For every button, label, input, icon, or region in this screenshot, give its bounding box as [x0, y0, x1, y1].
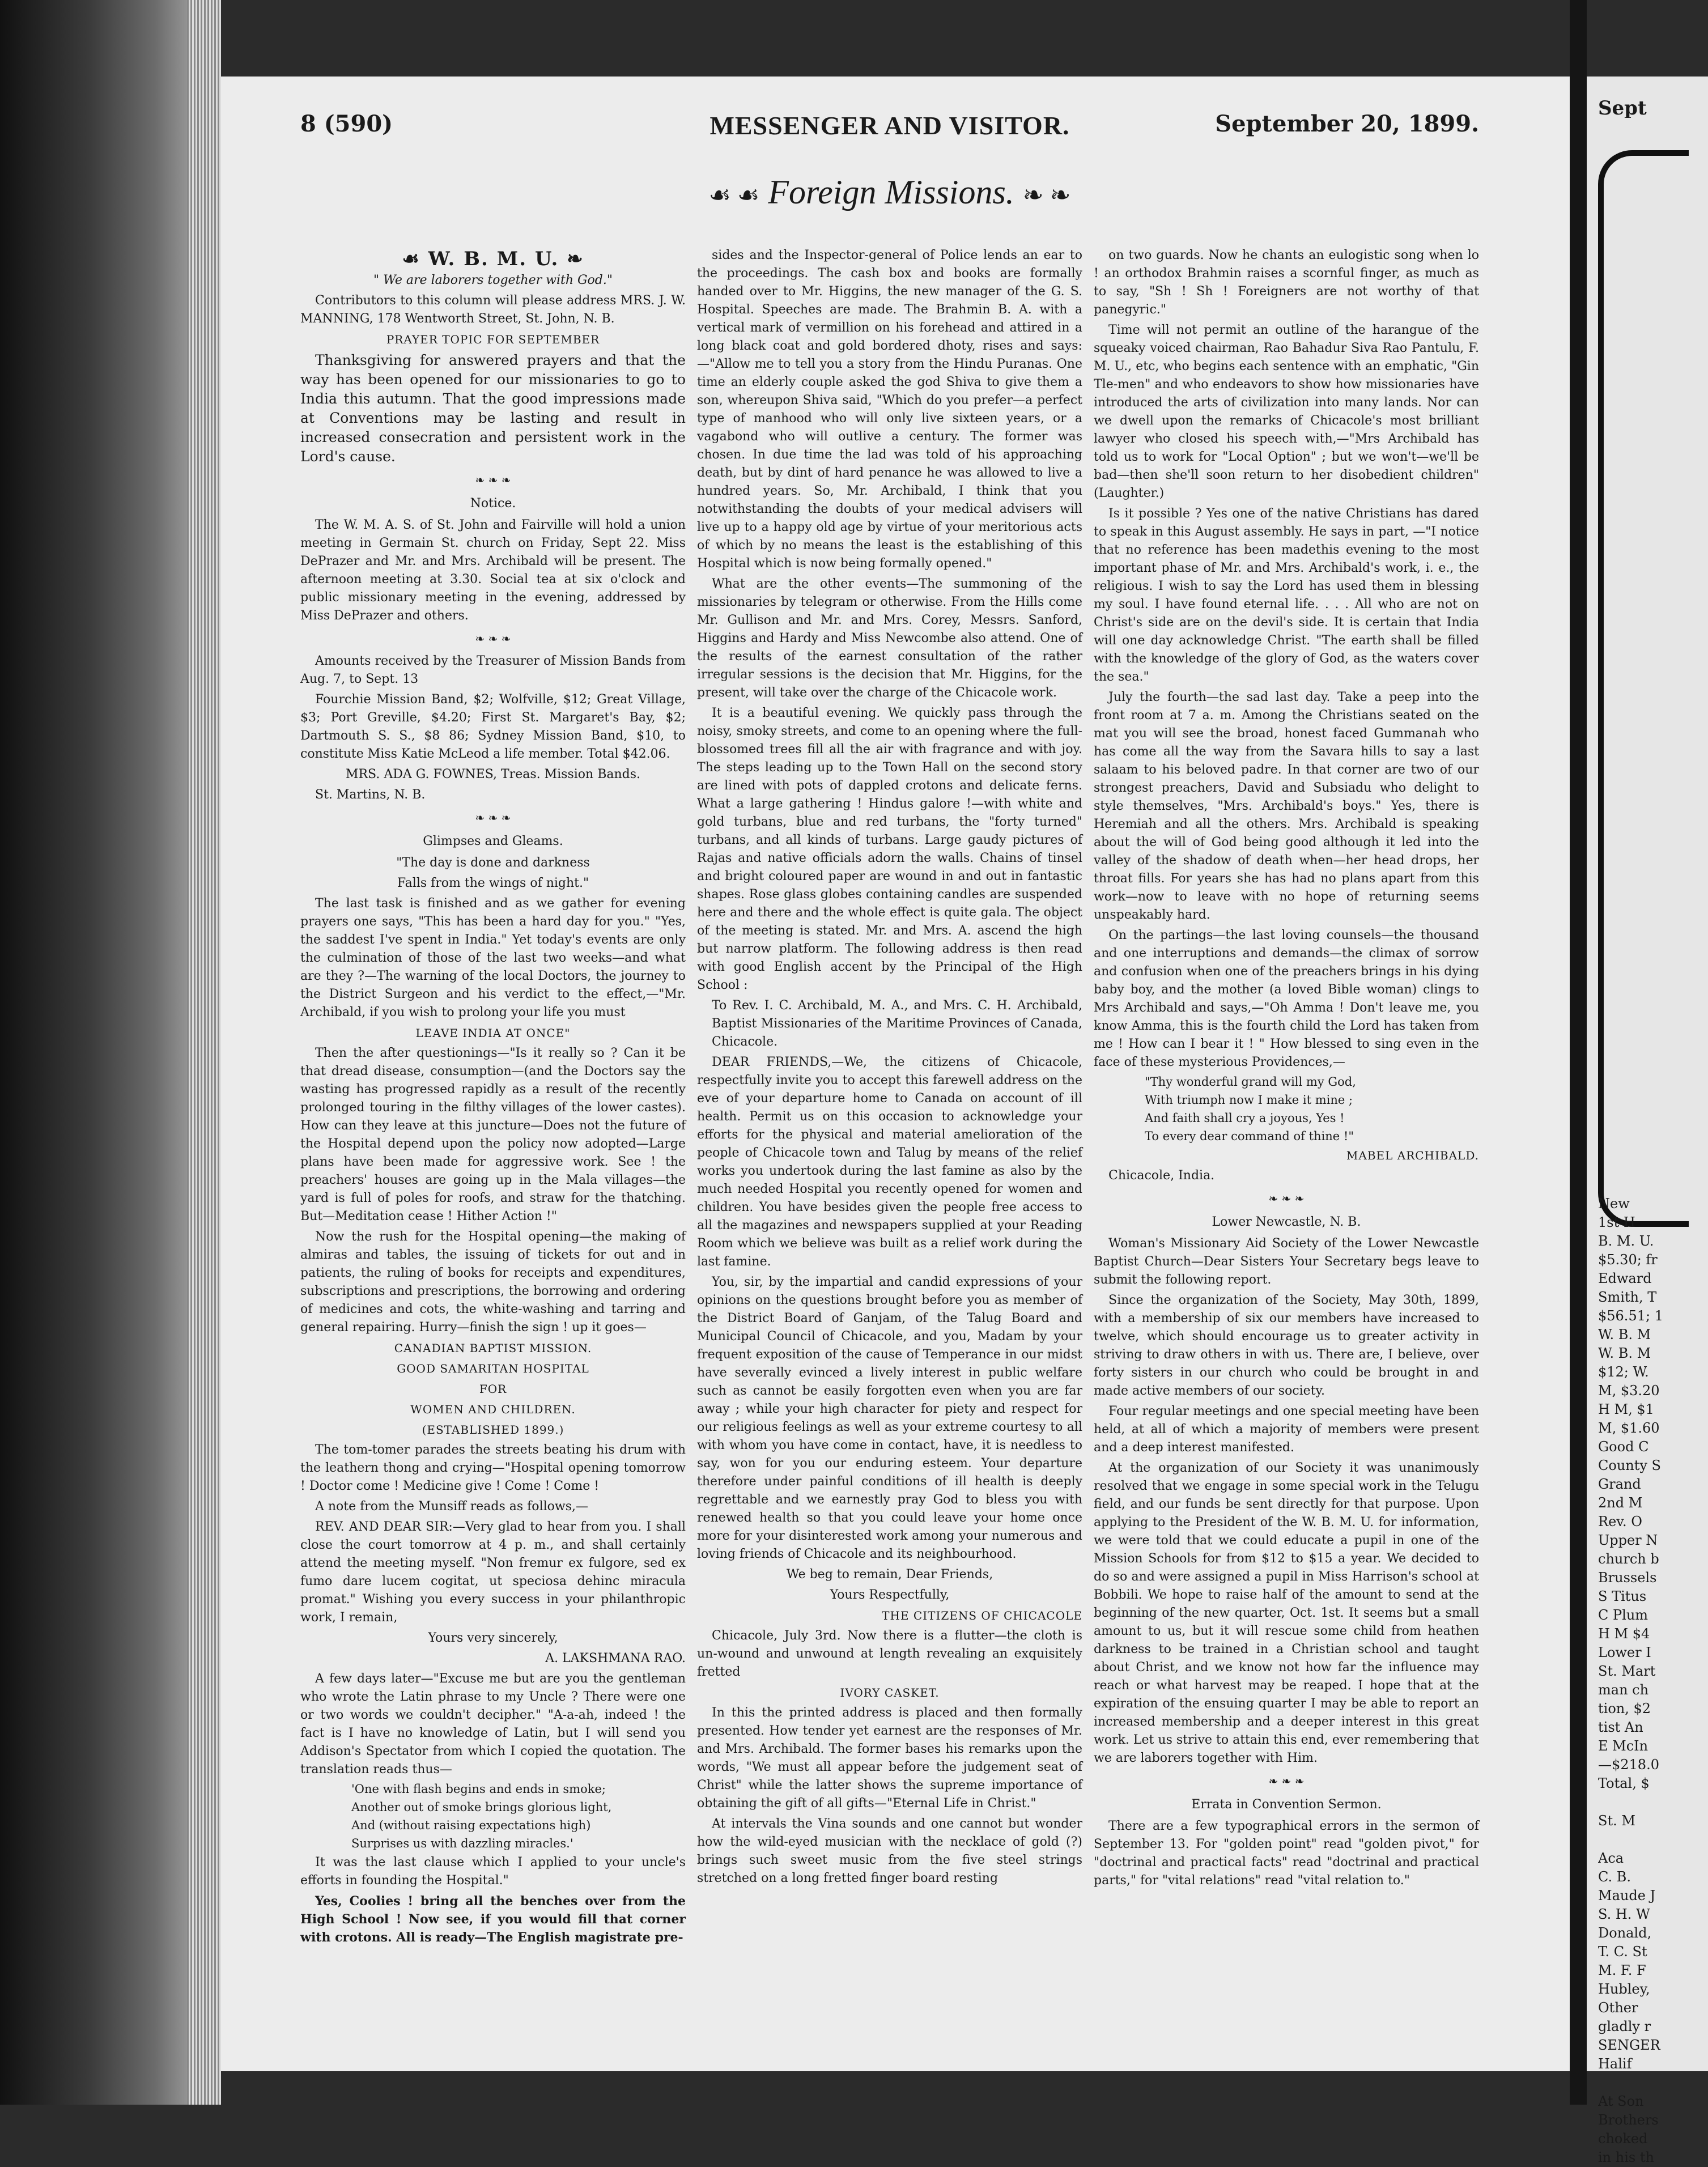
wbmu-motto: " We are laborers together with God." [373, 273, 613, 287]
adjacent-page-line: C. B. [1598, 1869, 1631, 1885]
adjacent-page-line: County S [1598, 1458, 1661, 1473]
article-paragraph: It is a beautiful evening. We quickly pass through the noisy, smoky streets, and come to an opening where the full-blossomed trees fill all the air with fragrance and with joy. The steps leading up to the Town Hall on the second story are lined with pots of dappled crotons and delicate ferns. What a large gathering ! Hindus galore !—with white and gold turbans, blue and red turbans, the "forty turned" turbans, and all kinds of turbans. Large gaudy pictures of Rajas and native officials adorn the walls. Chains of tinsel and bright coloured paper are wound in and out in fantastic shapes. Rose glass globes containing candles are suspended here and there and the whole effect is quite gala. The object of the meeting is stated. Mr. and Mrs. A. ascend the high but narrow platform. The following address is then read with good English accent by the Principal of the High School : [697, 706, 1082, 992]
column-2 [697, 247, 1082, 1890]
adjacent-page-line: E McIn [1598, 1738, 1648, 1754]
hymn-line: To every dear command of thine !" [1145, 1129, 1354, 1143]
hymn-line: With triumph now I make it mine ; [1145, 1093, 1353, 1107]
article-paragraph: Time will not permit an outline of the harangue of the squeaky voiced chairman, Rao Bahadur Siva Rao Pantulu, F. M. U., etc, who begins each sentence with an emphatic, "Gin Tle-men" and who endeavors to show how missionaries have introduced the arts of civilization into many lands. Nor can we dwell upon the remarks of Chicacole's most brilliant lawyer who closed his speech with,—"Mrs Archibald has told us to work for "Local Option" ; but we won't—we'll be bad—then she'll soon return to her disobedient children" (Laughter.) [1094, 323, 1479, 500]
glimpses-paragraph: A note from the Munsiff reads as follows,— [315, 1499, 588, 1514]
report-paragraph: Four regular meetings and one special meeting have been held, at all of which a majority of members were present and a deep interest manifested. [1094, 1404, 1479, 1455]
ornament-divider-icon: ❧ ❧ ❧ [1268, 1774, 1305, 1788]
adjacent-page-line: Hubley, [1598, 1981, 1650, 1997]
ornament-divider-icon: ❧ ❧ ❧ [475, 632, 511, 645]
verse-line: And (without raising expectations high) [351, 1818, 591, 1832]
hospital-sign-line: FOR [479, 1382, 507, 1396]
article-paragraph: On the partings—the last loving counsels—the thousand and one interruptions and demands—the climax of sorrow and confusion when one of the preachers brings in his dying baby boy, and the mother (a loved Bible woman) clings to Mrs Archibald and says,—"Oh Amma ! Don't leave me, you know Amma, this is the fourth child the Lord has taken from me ! How can I bear it ! " How blessed to sing even in the face of these mysterious Providences,— [1094, 928, 1479, 1069]
hospital-sign-line: GOOD SAMARITAN HOSPITAL [397, 1362, 589, 1375]
adjacent-page-line: Upper N [1598, 1532, 1658, 1548]
address-closing: We beg to remain, Dear Friends, [786, 1567, 993, 1582]
adjacent-page-line: tion, $2 [1598, 1701, 1651, 1716]
article-paragraph: In this the printed address is placed and then formally presented. How tender yet earnest are the responses of Mr. and Mrs. Archibald. The former bases his remarks upon the words, "We must all appear before the judgement seat of Christ" while the latter shows the supreme importance of obtaining the gift of all gifts—"Eternal Life in Christ." [697, 1706, 1082, 1811]
adjacent-page-line: M, $1.60 [1598, 1420, 1660, 1436]
adjacent-page-line: gladly r [1598, 2019, 1651, 2034]
paper-title: MESSENGER AND VISITOR. [709, 111, 1070, 140]
prayer-topic-heading: PRAYER TOPIC FOR SEPTEMBER [386, 333, 600, 346]
adjacent-page-line: S. H. W [1598, 1906, 1650, 1922]
adjacent-page-text [1598, 99, 1706, 2167]
glimpses-heading: Glimpses and Gleams. [423, 834, 563, 848]
ornament-right-icon: ❧ ❧ [1022, 181, 1071, 209]
adjacent-page-line [1598, 1830, 1706, 1849]
adjacent-page-line: $12; W. [1598, 1364, 1649, 1380]
treasurer-signature: MRS. ADA G. FOWNES, Treas. Mission Bands. [345, 767, 641, 781]
adjacent-page-line: W. B. M [1598, 1327, 1651, 1342]
adjacent-page-line: Rev. O [1598, 1514, 1642, 1529]
glimpses-paragraph: The last task is finished and as we gather for evening prayers one says, "This has been a hard day for you." "Yes, the saddest I've spent in India." Yet today's events are only the culmination of those of the last two weeks—and what are they ?—The warning of the local Doctors, the journey to the District Surgeon and his verdict to the effect,—"Mr. Archibald, if you wish to prolong your life you must [300, 896, 686, 1019]
adjacent-page-line: Brothers [1598, 2112, 1659, 2128]
glimpses-paragraph: Now the rush for the Hospital opening—the making of almiras and tables, the issuing of tickets for out and in patients, the ruling of books for receipts and expenditures, subscriptions and prescriptions, the borrowing and ordering of medicines and cots, the white-washing and tarring and general repairing. Hurry—finish the sign ! up it goes— [300, 1230, 686, 1335]
errata-heading: Errata in Convention Sermon. [1191, 1798, 1382, 1812]
ornament-divider-icon: ❧ ❧ ❧ [475, 473, 511, 487]
verse-line: 'One with flash begins and ends in smoke; [351, 1782, 606, 1796]
address-paragraph: DEAR FRIENDS,—We, the citizens of Chicacole, respectfully invite you to accept this farewell address on the eve of your departure home to Canada on account of ill health. Permit us on this occasion to acknowledge your efforts for the physical and material amelioration of the people of Chicacole town and Talug by means of the relief works you undertook during the last famine as also by the much needed Hospital you recently opened for women and children. You have besides given the people free access to all the magazines and newspapers supplied at your Reading Room which we believe was built as a relief work during the last famine. [697, 1055, 1082, 1269]
article-paragraph: on two guards. Now he chants an eulogistic song when lo ! an orthodox Brahmin raises a scornful finger, as much as to say, "Sh ! Sh ! Foreigners are not worthy of that panegyric." [1094, 248, 1479, 317]
adjacent-page-line: M, $3.20 [1598, 1383, 1660, 1399]
adjacent-page-line: church b [1598, 1551, 1659, 1567]
address-closing: Yours Respectfully, [830, 1588, 950, 1602]
contributors-note: Contributors to this column will please address MRS. J. W. MANNING, 178 Wentworth Street, St. John, N. B. [300, 294, 686, 326]
adjacent-page-line: Other [1598, 2000, 1638, 2016]
adjacent-page-line: W. B. M [1598, 1345, 1651, 1361]
column-3 [1094, 247, 1479, 1892]
notice-text: The W. M. A. S. of St. John and Fairville will hold a union meeting in Germain St. church on Friday, Sept 22. Miss DePrazer and Mr. and Mrs. Archibald will be present. The afternoon meeting at 3.30. Social tea at six o'clock and public missionary meeting in the evening, addressed by Miss DePrazer and others. [300, 518, 686, 623]
adjacent-page-line: C Plum [1598, 1607, 1648, 1623]
amounts-intro: Amounts received by the Treasurer of Mission Bands from Aug. 7, to Sept. 13 [300, 654, 686, 686]
adjacent-page-line: Donald, [1598, 1925, 1652, 1941]
glimpses-paragraph: Yes, Coolies ! bring all the benches over from the High School ! Now see, if you would fill that corner with crotons. All is ready—The English magistrate pre- [300, 1894, 686, 1945]
adjacent-page-line: Good C [1598, 1439, 1649, 1455]
adjacent-page-line: St. M [1598, 1813, 1635, 1829]
wbmu-heading: ☙ W. B. M. U. ❧ [402, 248, 584, 270]
address-signature: THE CITIZENS OF CHICACOLE [882, 1609, 1082, 1622]
address-paragraph: You, sir, by the impartial and candid expressions of your opinions on the questions brought before you as member of the District Board of Ganjam, of the Talug Board and Municipal Council of Chicacole, and you, Madam by your frequent exposition of the cause of Temperance in our midst have severally evinced a lively interest in public welfare such as cannot be easily forgotten even when you are far away ; while your high character for piety and respect for our religious feelings as well as your extreme courtesy to all with whom you have come in contact, have, it is needless to say, won for you our enduring esteem. Your departure therefore under painful conditions of ill health is deeply regrettable and we earnestly pray God to bless you with renewed health so that you could leave your home once more for your disinterested work among your numerous and loving friends of Chicacole and its neighbourhood. [697, 1275, 1082, 1561]
notice-heading: Notice. [470, 496, 516, 511]
article-paragraph: July the fourth—the sad last day. Take a peep into the front room at 7 a. m. Among the Christians seated on the mat you will see the broad, honest faced Gummanah who has come all the way from the Savara hills to say a last salaam to his beloved padre. In that corner are two of our strongest preachers, David and Subsiadu who delight to style themselves, "Mrs. Archibald's boys." Yes, there is Heremiah and all the others. Mrs. Archibald is speaking about the will of God being good although it led into the valley of the shadow of death when—her head drops, her throat fills. For years she has had no plans apart from this work—now to leave with no hope of returning seems unspeakably hard. [1094, 690, 1479, 922]
hospital-sign-line: CANADIAN BAPTIST MISSION. [394, 1341, 592, 1355]
errata-paragraph: There are a few typographical errors in the sermon of September 13. For "golden point" read "golden pivot," for "doctrinal and practical facts" read "doctrinal and practical parts," for "vital relations" read "vital relation to." [1094, 1819, 1479, 1888]
leave-india-line: LEAVE INDIA AT ONCE" [415, 1026, 571, 1040]
adjacent-page-line: Aca [1598, 1850, 1624, 1866]
glimpses-poem-line: Falls from the wings of night." [397, 876, 589, 890]
ornament-divider-icon: ❧ ❧ ❧ [475, 811, 511, 825]
article-paragraph: At intervals the Vina sounds and one cannot but wonder how the wild-eyed musician with the necklace of gold (?) brings such sweet music from the five steel strings stretched on a long fretted finger board resting [697, 1817, 1082, 1885]
ornament-left-icon: ☙ ☙ [708, 181, 760, 209]
report-paragraph: Since the organization of the Society, May 30th, 1899, with a membership of six our members have increased to twelve, which should encourage us to greater activity in striving to draw others in with us. There are, I believe, over forty sisters in our church who could be brought in and made active members of our society. [1094, 1293, 1479, 1398]
adjacent-page-line: Halif [1598, 2056, 1632, 2072]
letter-signature: A. LAKSHMANA RAO. [545, 1651, 686, 1665]
adjacent-page-line: $5.30; fr [1598, 1252, 1658, 1268]
letter-closing: Yours very sincerely, [428, 1631, 558, 1645]
ornament-divider-icon: ❧ ❧ ❧ [1268, 1192, 1305, 1205]
verse-line: Another out of smoke brings glorious light, [351, 1800, 612, 1814]
letter-paragraph: REV. AND DEAR SIR:—Very glad to hear from you. I shall close the court tomorrow at 4 p. m., and shall certainly attend the meeting myself. "Non fremur ex fulgore, sed ex fumo dare lucem cogitat, ut speciosa dehinc miracula promat." Wishing you every success in your philanthropic work, I remain, [300, 1520, 686, 1625]
adjacent-page-line: New [1598, 1196, 1630, 1212]
adjacent-page-line: Edward [1598, 1271, 1652, 1286]
adjacent-page-line: Total, $ [1598, 1775, 1650, 1791]
adjacent-page-line: —$218.0 [1598, 1757, 1659, 1773]
treasurer-place: St. Martins, N. B. [315, 788, 426, 802]
glimpses-paragraph: Then the after questionings—"Is it really so ? Can it be that dread disease, consumption—(and the Doctors say the wasting has progressed rapidly as a result of the recently prolonged touring in the filthy villages of the lower castes). How can they leave at this juncture—Does not the future of the Hospital depend upon the policy now adopted—Large plans have been made for aggressive work. See ! the preachers' houses are going up in the Mala villages—the yard is full of poles for roofs, and straw for the thatching. But—Meditation cease ! Hither Action !" [300, 1046, 686, 1223]
hymn-line: And faith shall cry a joyous, Yes ! [1145, 1111, 1345, 1125]
book-binding-edge [0, 0, 221, 2105]
adjacent-page-line: 1st H [1598, 1214, 1635, 1230]
adjacent-page-line: H M $4 [1598, 1626, 1650, 1642]
adjacent-page-line: Lower I [1598, 1645, 1651, 1660]
address-salutation: To Rev. I. C. Archibald, M. A., and Mrs. C. H. Archibald, Baptist Missionaries of the Maritime Provinces of Canada, Chicacole. [712, 998, 1082, 1049]
verse-line: Surprises us with dazzling miracles.' [351, 1837, 573, 1850]
adjacent-page-line: Grand [1598, 1476, 1641, 1492]
hospital-sign-line: (ESTABLISHED 1899.) [422, 1423, 564, 1437]
issue-date: September 20, 1899. [1215, 111, 1479, 137]
newspaper-page [221, 77, 1570, 2071]
adjacent-page-line [1598, 1793, 1706, 1812]
ivory-casket-line: IVORY CASKET. [840, 1686, 940, 1699]
page-header [300, 111, 1479, 156]
glimpses-poem-line: "The day is done and darkness [396, 856, 590, 870]
page-folio: 8 (590) [300, 111, 393, 137]
adjacent-page-line: man ch [1598, 1682, 1649, 1698]
hymn-line: "Thy wonderful grand will my God, [1145, 1075, 1356, 1089]
report-paragraph: At the organization of our Society it was unanimously resolved that we engage in some special work in the Telugu field, and our funds be sent directly for that purpose. Upon applying to the President of the W. B. M. U. for information, we were told that we could educate a pupil in one of the Mission Schools for from $12 to $15 a year. We decided to do so and were assigned a pupil in Miss Harrison's school at Bobbili. We hope to raise half of the amount to send at the beginning of the new quarter, Oct. 1st. It seems but a small amount to us, but it will rescue some child from heathen darkness to be trained in a Christian school and taught about Christ, and we know not how far the influence may reach or what harvest may be reaped. I hope that at the expiration of the ensuing quarter I may be able to report an increased membership and a deeper interest in this great work. Let us strive to attain this end, ever remembering that we are laborers together with Him. [1094, 1461, 1479, 1765]
section-title [300, 173, 1479, 212]
adjacent-page-line: H M, $1 [1598, 1401, 1654, 1417]
article-paragraph: Is it possible ? Yes one of the native Christians has dared to speak in this August assembly. He says in part, —"I notice that no reference has been madethis evening to the most important phase of Mr. and Mrs. Archibald's work, i. e., the religious. I wish to say the Lord has used them in blessing my soul. I have found eternal life. . . . All who are not on Christ's side are on the devil's side. It is certain that India will one day acknowledge Christ. "The earth shall be filled with the knowledge of the glory of God, as the waters cover the sea." [1094, 507, 1479, 684]
adjacent-page-line: tist An [1598, 1719, 1643, 1735]
adjacent-page-date: Sept [1598, 99, 1647, 118]
adjacent-page-line: SENGER [1598, 2037, 1660, 2053]
section-title-text: Foreign Missions. [768, 173, 1014, 211]
adjacent-page-line: Maude J [1598, 1888, 1656, 1903]
report-paragraph: Woman's Missionary Aid Society of the Lower Newcastle Baptist Church—Dear Sisters Your Secretary begs leave to submit the following report. [1094, 1237, 1479, 1287]
glimpses-paragraph: A few days later—"Excuse me but are you the gentleman who wrote the Latin phrase to my Uncle ? There were one or two words we couldn't decipher." "A-a-ah, indeed ! the fact is I have no knowledge of Latin, but I will send you Addison's Spectator from which I copied the quotation. The translation reads thus— [300, 1672, 686, 1777]
adjacent-page-line: B. M. U. [1598, 1233, 1654, 1249]
glimpses-paragraph: The tom-tomer parades the streets beating his drum with the leathern thong and crying—"Hospital opening tomorrow ! Doctor come ! Medicine give ! Come ! Come ! [300, 1443, 686, 1493]
adjacent-page-line: M. F. F [1598, 1962, 1646, 1978]
hospital-sign-line: WOMEN AND CHILDREN. [410, 1403, 576, 1416]
adjacent-page-fragment [1587, 77, 1708, 2165]
adjacent-page-line: Brussels [1598, 1570, 1657, 1586]
adjacent-page-line: Smith, T [1598, 1289, 1657, 1305]
adjacent-page-lines [1598, 1195, 1706, 2167]
prayer-topic-text: Thanksgiving for answered prayers and that the way has been opened for our missionaries to go to India this autumn. That the good impressions made at Conventions may be lasting and result in increased consecration and persistent work in the Lord's cause. [300, 352, 686, 465]
adjacent-page-line: 2nd M [1598, 1495, 1643, 1511]
adjacent-page-line: T. C. St [1598, 1944, 1647, 1960]
lower-newcastle-heading: Lower Newcastle, N. B. [1212, 1215, 1361, 1229]
adjacent-page-line: $56.51; 1 [1598, 1308, 1663, 1324]
article-paragraph: Chicacole, July 3rd. Now there is a flutter—the cloth is un-wound and unwound at length revealing an exquisitely fretted [697, 1629, 1082, 1679]
article-paragraph: What are the other events—The summoning of the missionaries by telegram or otherwise. From the Hills come Mr. Gullison and Mr. and Mrs. Corey, Messrs. Sanford, Higgins and Hardy and Miss Newcombe also attend. One of the results of the earnest consultation of the rather irregular sessions is the decision that Mr. Higgins, for the present, will take over the charge of the Chicacole work. [697, 577, 1082, 700]
article-place: Chicacole, India. [1108, 1169, 1215, 1183]
adjacent-page-line: S Titus [1598, 1588, 1647, 1604]
article-signature: MABEL ARCHIBALD. [1346, 1149, 1479, 1162]
adjacent-page-line: choked [1598, 2131, 1648, 2147]
page-gutter [1570, 0, 1587, 2105]
adjacent-page-line [1598, 2073, 1706, 2092]
glimpses-paragraph: It was the last clause which I applied to your uncle's efforts in founding the Hospital." [300, 1855, 686, 1888]
adjacent-page-line: in his th [1598, 2149, 1654, 2165]
column-1 [300, 247, 686, 1949]
amounts-list: Fourchie Mission Band, $2; Wolfville, $12; Great Village, $3; Port Greville, $4.20; First St. Margaret's Bay, $2; Dartmouth S. S., $8 86; Sydney Mission Band, $10, to constitute Miss Katie McLeod a life member. Total $42.06. [300, 692, 686, 761]
adjacent-page-line: At Son [1598, 2093, 1644, 2109]
article-paragraph: sides and the Inspector-general of Police lends an ear to the proceedings. The cash box and books are formally handed over to Mr. Higgins, the new manager of the G. S. Hospital. Speeches are made. The Brahmin B. A. with a vertical mark of vermillion on his forehead and attired in a long black coat and gold bordered dhoty, rises and says:—"Allow me to tell you a story from the Hindu Puranas. One time an elderly couple asked the god Shiva to give them a son, whereupon Shiva said, "Which do you prefer—a perfect type of manhood who will only live sixteen years, or a vagabond who will outlive a century. The former was chosen. In due time the lad was told of his approaching death, but by dint of hard penance he was allowed to live a hundred years. So, Mr. Archibald, I think that you notwithstanding the doubts of your medical advisers will live up to a happy old age by virtue of your meritorious acts of which by no means the least is the establishing of this Hospital which is now being formally opened." [697, 248, 1082, 571]
adjacent-page-line: St. Mart [1598, 1663, 1656, 1679]
